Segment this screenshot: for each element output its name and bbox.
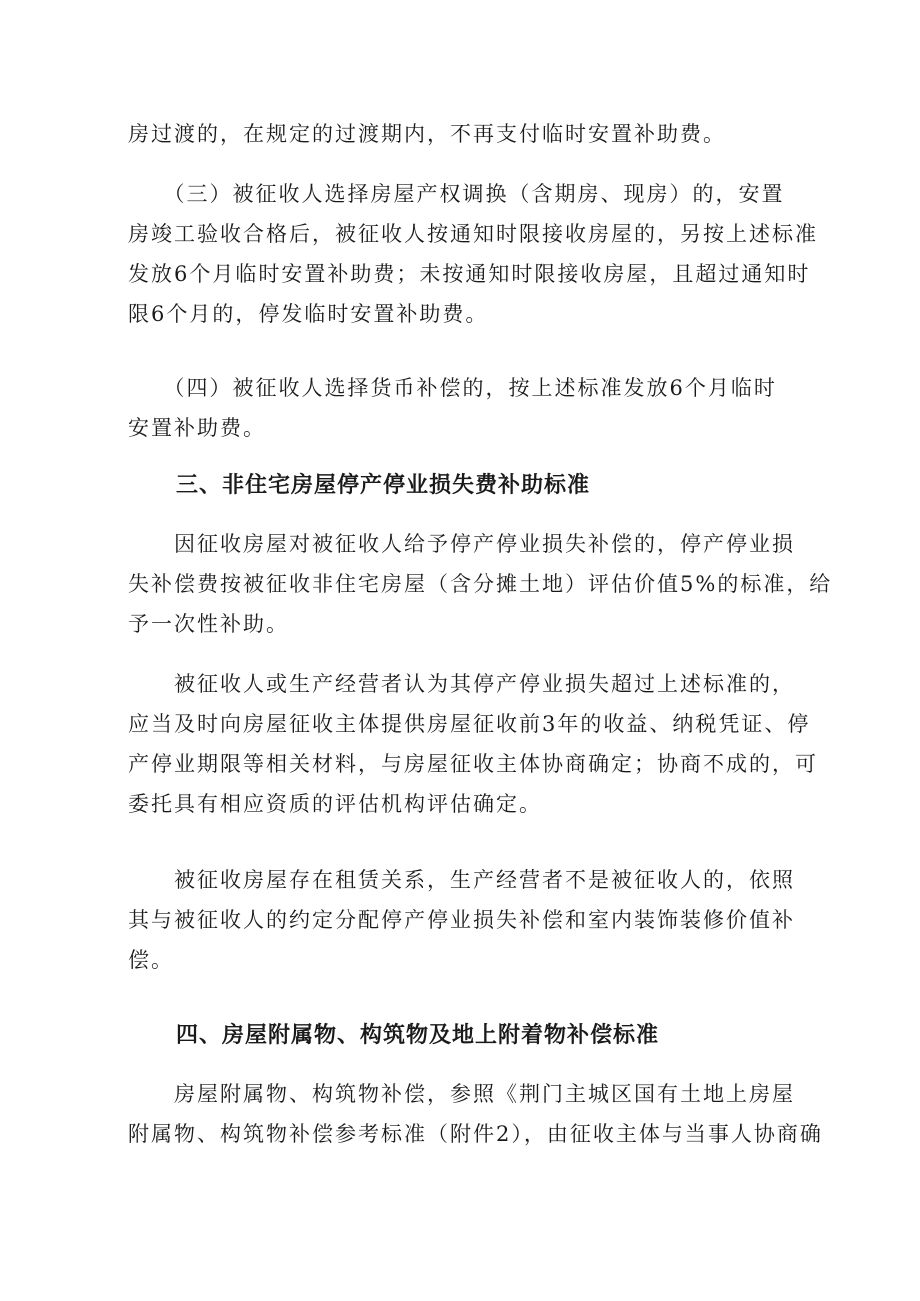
text-line: 附属物、构筑物补偿参考标准（附件2），由征收主体与当事人协商确 xyxy=(128,1122,823,1146)
paragraph-transition-period xyxy=(128,114,808,154)
section-heading-four: 四、房屋附属物、构筑物及地上附着物补偿标准 xyxy=(176,1023,660,1048)
text-line: （三）被征收人选择房屋产权调换（含期房、现房）的，安置 xyxy=(128,182,785,206)
text-line: 产停业期限等相关材料，与房屋征收主体协商确定；协商不成的，可 xyxy=(128,752,818,776)
text-line: 房竣工验收合格后，被征收人按通知时限接收房屋的，另按上述标准 xyxy=(128,222,818,246)
text-line: 应当及时向房屋征收主体提供房屋征收前3年的收益、纳税凭证、停 xyxy=(128,712,811,736)
text-line: 限6个月的，停发临时安置补助费。 xyxy=(128,302,489,326)
paragraph-monetary-compensation xyxy=(128,368,808,448)
paragraph-property-exchange xyxy=(128,174,818,334)
paragraph-lease-relationship xyxy=(128,860,808,980)
text-line: 因征收房屋对被征收人给予停产停业损失补偿的，停产停业损 xyxy=(128,532,795,556)
text-line: （四）被征收人选择货币补偿的，按上述标准发放6个月临时 xyxy=(128,376,777,400)
text-line: 其与被征收人的约定分配停产停业损失补偿和室内装饰装修价值补 xyxy=(128,908,795,932)
text-line: 被征收人或生产经营者认为其停产停业损失超过上述标准的， xyxy=(128,672,795,696)
paragraph-attachments-compensation xyxy=(128,1074,823,1154)
text-line: 予一次性补助。 xyxy=(128,612,289,636)
text-line: 偿。 xyxy=(128,948,174,972)
section-heading-three: 三、非住宅房屋停产停业损失费补助标准 xyxy=(176,473,591,498)
text-line: 失补偿费按被征收非住宅房屋（含分摊土地）评估价值5%的标准，给 xyxy=(128,572,833,596)
text-line: 房屋附属物、构筑物补偿，参照《荆门主城区国有土地上房屋 xyxy=(128,1082,795,1106)
text-line: 发放6个月临时安置补助费；未按通知时限接收房屋，且超过通知时 xyxy=(128,262,811,286)
text-line: 委托具有相应资质的评估机构评估确定。 xyxy=(128,792,542,816)
paragraph-loss-exceeds-standard xyxy=(128,664,818,824)
paragraph-business-loss-compensation xyxy=(128,524,833,644)
text-line: 房过渡的，在规定的过渡期内，不再支付临时安置补助费。 xyxy=(128,122,726,146)
text-line: 安置补助费。 xyxy=(128,416,266,440)
text-line: 被征收房屋存在租赁关系，生产经营者不是被征收人的，依照 xyxy=(128,868,795,892)
